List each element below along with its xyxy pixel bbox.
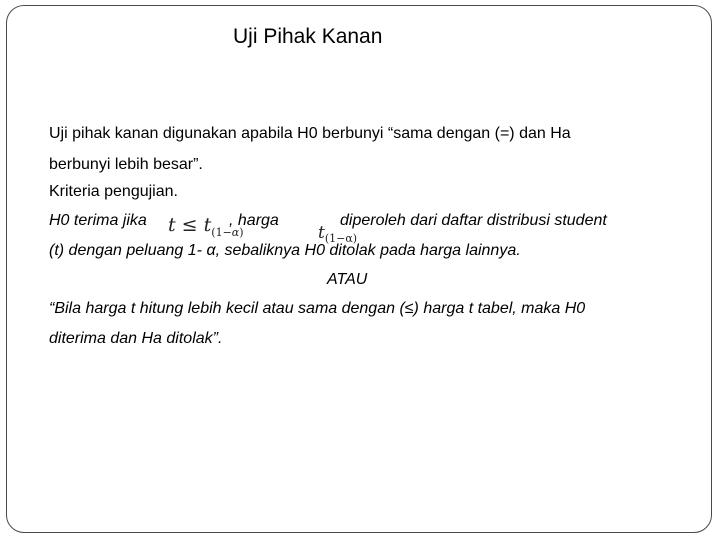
body-line-4-middle: , harga [229, 212, 279, 229]
formula-lead: ( [211, 226, 216, 239]
body-line-6: “Bila harga t hitung lebih kecil atau sama dengan (≤) harga t tabel, maka H0 [49, 300, 586, 317]
body-line-3: Kriteria pengujian. [49, 183, 178, 200]
body-line-4-end: diperoleh dari daftar distribusi student [340, 212, 607, 229]
formula-sub-alpha: α [231, 226, 240, 239]
formula-sub-close: ) [239, 226, 244, 239]
formula2-main: t [318, 223, 325, 243]
body-line-5: (t) dengan peluang 1- α, sebaliknya H0 ditolak pada harga lainnya. [49, 242, 521, 259]
slide-frame [6, 5, 712, 533]
body-line-1: Uji pihak kanan digunakan apabila H0 berbunyi “sama dengan (=) dan Ha [49, 125, 571, 142]
formula2-sub: (1−α) [324, 232, 358, 245]
body-line-2: berbunyi lebih besar”. [49, 156, 203, 173]
slide-title: Uji Pihak Kanan [233, 25, 383, 48]
atau-label: ATAU [327, 271, 368, 288]
formula-sub-num: 1− [215, 226, 232, 239]
body-line-4-start: H0 terima jika [49, 212, 147, 229]
body-line-7: diterima dan Ha ditolak”. [49, 330, 223, 347]
formula-main: t ≤ t [168, 214, 212, 236]
